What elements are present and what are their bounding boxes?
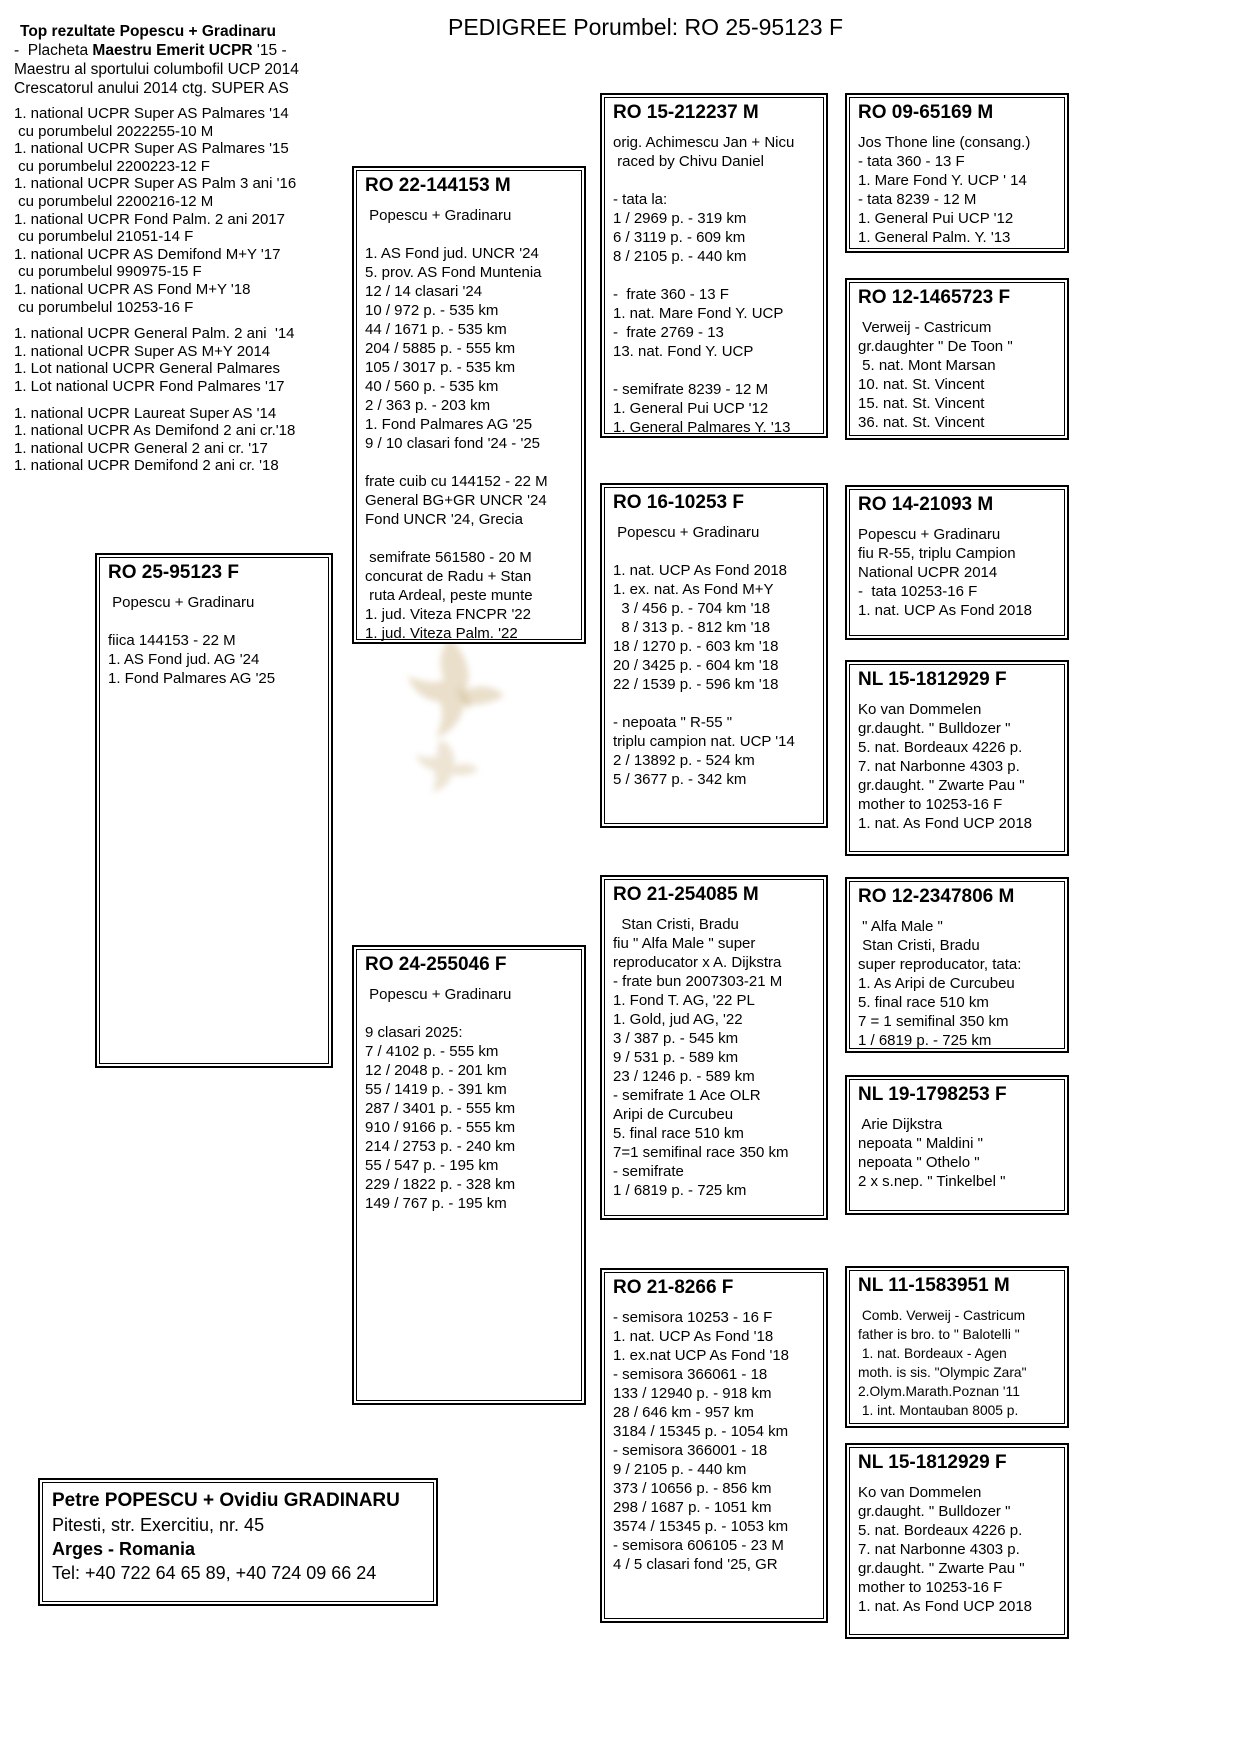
text-line: National UCPR 2014 <box>858 564 998 581</box>
text-line: 55 / 547 p. - 195 km <box>365 1157 499 1174</box>
text-line: 5. prov. AS Fond Muntenia <box>365 264 542 281</box>
text-line: ruta Ardeal, peste munte <box>365 587 533 604</box>
text-line: Popescu + Gradinaru <box>613 524 760 541</box>
text-line <box>613 542 820 561</box>
text-line: 1. Gold, jud AG, '22 <box>613 1011 743 1028</box>
text-line: 1. General Palmares Y. '13 <box>613 419 791 436</box>
text-line: 1. ex.nat UCP As Fond '18 <box>613 1347 790 1364</box>
text-line: concurat de Radu + Stan <box>365 568 532 585</box>
text-line: Ko van Dommelen <box>858 701 982 718</box>
text-line: 2 x s.nep. " Tinkelbel " <box>858 1173 1006 1190</box>
text-line: 9 / 531 p. - 589 km <box>613 1049 739 1066</box>
text-line: 1. jud. Viteza Palm. '22 <box>365 625 518 642</box>
box-body <box>613 133 820 437</box>
text-line: 1. nat. As Fond UCP 2018 <box>858 815 1033 832</box>
text-line: 149 / 767 p. - 195 km <box>365 1195 507 1212</box>
text-line: 1 / 2969 p. - 319 km <box>613 210 747 227</box>
pedigree-box-ro15-212237-m <box>600 93 828 438</box>
text-line: 3 / 387 p. - 545 km <box>613 1030 739 1047</box>
text-line: reproducator x A. Dijkstra <box>613 954 782 971</box>
text-line <box>365 453 578 472</box>
text-line: 298 / 1687 p. - 1051 km <box>613 1499 772 1516</box>
pedigree-box-nl15-1812929-f-bottom <box>845 1443 1069 1639</box>
text-line: Verweij - Castricum <box>858 319 992 336</box>
ring-number: RO 22-144153 M <box>365 175 511 196</box>
box-body <box>858 1483 1061 1616</box>
text-line: 4 / 5 clasari fond '25, GR <box>613 1556 778 1573</box>
text-line: 1. national UCPR AS Demifond M+Y '17 <box>14 245 281 263</box>
text-line: Stan Cristi, Bradu <box>613 916 739 933</box>
box-body <box>108 593 325 688</box>
text-line: 1 / 6819 p. - 725 km <box>858 1032 992 1049</box>
breeder-address: Pitesti, str. Exercitiu, nr. 45 <box>52 1515 265 1535</box>
pedigree-box-ro21-8266-f <box>600 1268 828 1623</box>
text-line: Ko van Dommelen <box>858 1484 982 1501</box>
ring-number: RO 16-10253 F <box>613 492 744 513</box>
subheading-bold: Maestru Emerit UCPR <box>92 42 253 59</box>
breeder-name: Petre POPESCU + Ovidiu GRADINARU <box>52 1490 400 1511</box>
text-line: moth. is sis. "Olympic Zara" <box>858 1365 1027 1380</box>
results-line3: Maestru al sportului columbofil UCP 2014 <box>14 61 299 78</box>
text-line: 1. national UCPR Fond Palm. 2 ani 2017 <box>14 210 285 228</box>
text-line: 1. national UCPR Super AS M+Y 2014 <box>14 342 271 360</box>
text-line: Comb. Verweij - Castricum <box>858 1308 1026 1323</box>
text-line: 9 / 10 clasari fond '24 - '25 <box>365 435 540 452</box>
text-line: - tata la: <box>613 191 668 208</box>
text-line: - semisora 10253 - 16 F <box>613 1309 773 1326</box>
text-line: 10. nat. St. Vincent <box>858 376 985 393</box>
text-line: fiu R-55, triplu Campion <box>858 545 1016 562</box>
text-line: 5 / 3677 p. - 342 km <box>613 771 747 788</box>
text-line: cu porumbelul 21051-14 F <box>14 228 194 246</box>
text-line: 5. nat. Mont Marsan <box>858 357 996 374</box>
text-line: semifrate 561580 - 20 M <box>365 549 532 566</box>
text-line: 1. jud. Viteza FNCPR '22 <box>365 606 531 623</box>
text-line: 1. national UCPR Super AS Palmares '14 <box>14 105 289 122</box>
pedigree-box-ro16-10253-f <box>600 483 828 828</box>
text-line: super reproducator, tata: <box>858 956 1022 973</box>
pedigree-box-nl19-1798253-f <box>845 1075 1069 1215</box>
text-line: Popescu + Gradinaru <box>108 594 255 611</box>
text-line: 3574 / 15345 p. - 1053 km <box>613 1518 789 1535</box>
ring-number: NL 19-1798253 F <box>858 1084 1007 1105</box>
text-line: 1. national UCPR Laureat Super AS '14 <box>14 404 277 422</box>
text-line: Jos Thone line (consang.) <box>858 134 1031 151</box>
text-line: 910 / 9166 p. - 555 km <box>365 1119 516 1136</box>
text-line <box>613 266 820 285</box>
text-line: 10 / 972 p. - 535 km <box>365 302 499 319</box>
page-title: PEDIGREE Porumbel: RO 25-95123 F <box>448 14 843 40</box>
results-subheading <box>14 41 344 60</box>
text-line: gr.daught. " Zwarte Pau " <box>858 777 1025 794</box>
pedigree-box-nl11-1583951-m <box>845 1266 1069 1428</box>
box-body <box>365 206 578 643</box>
text-line: 1. national UCPR General Palm. 2 ani '14 <box>14 325 295 343</box>
text-line: 204 / 5885 p. - 555 km <box>365 340 516 357</box>
text-line: - semifrate <box>613 1163 684 1180</box>
text-line: cu porumbelul 2200223-12 F <box>14 157 210 175</box>
text-line: cu porumbelul 2200216-12 M <box>14 192 214 210</box>
text-line: gr.daught. " Bulldozer " <box>858 720 1011 737</box>
text-line <box>108 612 325 631</box>
text-line: General BG+GR UNCR '24 <box>365 492 547 509</box>
text-line: - tata 360 - 13 F <box>858 153 965 170</box>
text-line: 1. nat. Mare Fond Y. UCP <box>613 305 784 322</box>
text-line: nepoata " Othelo " <box>858 1154 980 1171</box>
text-line: 13. nat. Fond Y. UCP <box>613 343 754 360</box>
text-line: - frate 2769 - 13 <box>613 324 724 341</box>
subheading-prefix: - Placheta <box>14 42 93 59</box>
text-line: father is bro. to " Balotelli " <box>858 1327 1020 1342</box>
text-line: 287 / 3401 p. - 555 km <box>365 1100 516 1117</box>
results-panel <box>14 22 344 475</box>
text-line: gr.daughter " De Toon " <box>858 338 1013 355</box>
text-line: 36. nat. St. Vincent <box>858 414 985 431</box>
text-line: 1. national UCPR Super AS Palmares '15 <box>14 140 289 158</box>
text-line: 1. AS Fond jud. UNCR '24 <box>365 245 539 262</box>
pedigree-box-ro09-65169-m <box>845 93 1069 253</box>
text-line: 22 / 1539 p. - 596 km '18 <box>613 676 779 693</box>
text-line: 7 / 4102 p. - 555 km <box>365 1043 499 1060</box>
ring-number: RO 21-8266 F <box>613 1277 734 1298</box>
text-line: 1. Lot national UCPR General Palmares <box>14 360 280 378</box>
text-line: 3184 / 15345 p. - 1054 km <box>613 1423 789 1440</box>
text-line: 8 / 313 p. - 812 km '18 <box>613 619 771 636</box>
text-line: gr.daught. " Zwarte Pau " <box>858 1560 1025 1577</box>
ring-number: RO 09-65169 M <box>858 102 994 123</box>
box-body <box>858 525 1061 620</box>
ring-number: NL 15-1812929 F <box>858 669 1007 690</box>
pedigree-box-nl15-1812929-f-top <box>845 660 1069 856</box>
subheading-suffix: '15 - <box>252 42 287 59</box>
text-line <box>613 171 820 190</box>
ring-number: NL 15-1812929 F <box>858 1452 1007 1473</box>
text-line: 1 / 6819 p. - 725 km <box>613 1182 747 1199</box>
text-line: - semisora 366001 - 18 <box>613 1442 768 1459</box>
results-heading: Top rezultate Popescu + Gradinaru <box>20 23 276 40</box>
text-line: fiica 144153 - 22 M <box>108 632 236 649</box>
text-line: Popescu + Gradinaru <box>365 207 512 224</box>
pigeon-photo <box>372 628 542 798</box>
ring-number: RO 25-95123 F <box>108 562 239 583</box>
pedigree-box-ro24-255046-f <box>352 945 586 1405</box>
text-line: - semisora 366061 - 18 <box>613 1366 768 1383</box>
text-line: 1. General Pui UCP '12 <box>613 400 769 417</box>
pedigree-box-ro12-2347806-m <box>845 877 1069 1053</box>
text-line: 1. General Palm. Y. '13 <box>858 229 1011 246</box>
text-line: 7. nat Narbonne 4303 p. <box>858 758 1020 775</box>
box-body <box>613 915 820 1200</box>
text-line: 1. national UCPR Demifond 2 ani cr. '18 <box>14 457 279 475</box>
text-line <box>365 1004 578 1023</box>
ring-number: RO 14-21093 M <box>858 494 994 515</box>
text-line: 229 / 1822 p. - 328 km <box>365 1176 516 1193</box>
results-line4: Crescatorul anului 2014 ctg. SUPER AS <box>14 80 289 97</box>
text-line: gr.daught. " Bulldozer " <box>858 1503 1011 1520</box>
text-line: 55 / 1419 p. - 391 km <box>365 1081 507 1098</box>
text-line: 18 / 1270 p. - 603 km '18 <box>613 638 779 655</box>
pedigree-box-ro12-1465723-f <box>845 278 1069 440</box>
text-line: 1. nat. Bordeaux - Agen <box>858 1346 1007 1361</box>
text-line: 8 / 2105 p. - 440 km <box>613 248 747 265</box>
box-body <box>858 917 1061 1050</box>
box-body <box>365 985 578 1213</box>
contact-box <box>38 1478 438 1606</box>
text-line: 3 / 456 p. - 704 km '18 <box>613 600 771 617</box>
text-line: - frate bun 2007303-21 M <box>613 973 783 990</box>
text-line: Arie Dijkstra <box>858 1116 943 1133</box>
text-line: 133 / 12940 p. - 918 km <box>613 1385 772 1402</box>
text-line: 1. national UCPR Super AS Palm 3 ani '16 <box>14 175 297 193</box>
text-line: Fond UNCR '24, Grecia <box>365 511 523 528</box>
text-line: - tata 10253-16 F <box>858 583 978 600</box>
text-line: 1. Mare Fond Y. UCP ' 14 <box>858 172 1027 189</box>
text-line: 6 / 3119 p. - 609 km <box>613 229 746 246</box>
text-line: 373 / 10656 p. - 856 km <box>613 1480 772 1497</box>
text-line: 12 / 2048 p. - 201 km <box>365 1062 507 1079</box>
box-body <box>613 1308 820 1574</box>
text-line: 1. General Pui UCP '12 <box>858 210 1014 227</box>
text-line: - semisora 606105 - 23 M <box>613 1537 784 1554</box>
text-line: cu porumbelul 990975-15 F <box>14 263 202 281</box>
results-list <box>14 105 344 475</box>
text-line <box>365 225 578 244</box>
text-line: 1. national UCPR AS Fond M+Y '18 <box>14 280 251 298</box>
text-line: 1. Fond Palmares AG '25 <box>365 416 533 433</box>
ring-number: NL 11-1583951 M <box>858 1275 1010 1296</box>
text-line: 2 / 13892 p. - 524 km <box>613 752 755 769</box>
text-line: 5. nat. Bordeaux 4226 p. <box>858 1522 1023 1539</box>
text-line: 5. nat. Bordeaux 4226 p. <box>858 739 1023 756</box>
box-body <box>858 700 1061 833</box>
text-line: 105 / 3017 p. - 535 km <box>365 359 516 376</box>
text-line: 5. final race 510 km <box>858 994 989 1011</box>
text-line: - nepoata " R-55 " <box>613 714 733 731</box>
box-body <box>858 133 1061 247</box>
text-line: frate cuib cu 144152 - 22 M <box>365 473 548 490</box>
text-line: 12 / 14 clasari '24 <box>365 283 483 300</box>
pedigree-box-ro25-95123-f <box>95 553 333 1068</box>
text-line: mother to 10253-16 F <box>858 796 1003 813</box>
text-line: - semifrate 1 Ace OLR <box>613 1087 761 1104</box>
breeder-region: Arges - Romania <box>52 1539 196 1559</box>
text-line: 2.Olym.Marath.Poznan '11 <box>858 1384 1020 1399</box>
text-line: 40 / 560 p. - 535 km <box>365 378 499 395</box>
ring-number: RO 12-2347806 M <box>858 886 1015 907</box>
text-line: - semifrate 8239 - 12 M <box>613 381 769 398</box>
text-line <box>14 316 344 325</box>
text-line: 15. nat. St. Vincent <box>858 395 985 412</box>
text-line: 2 / 363 p. - 203 km <box>365 397 491 414</box>
text-line: triplu campion nat. UCP '14 <box>613 733 795 750</box>
box-body <box>613 523 820 789</box>
text-line: 1. Lot national UCPR Fond Palmares '17 <box>14 377 285 395</box>
ring-number: RO 21-254085 M <box>613 884 759 905</box>
text-line: 9 / 2105 p. - 440 km <box>613 1461 747 1478</box>
text-line: 44 / 1671 p. - 535 km <box>365 321 507 338</box>
text-line: 1. nat. As Fond UCP 2018 <box>858 1598 1033 1615</box>
text-line: 1. Fond T. AG, '22 PL <box>613 992 755 1009</box>
text-line: raced by Chivu Daniel <box>613 153 764 170</box>
text-line: 1. national UCPR As Demifond 2 ani cr.'18 <box>14 422 296 440</box>
text-line: 23 / 1246 p. - 589 km <box>613 1068 755 1085</box>
text-line: mother to 10253-16 F <box>858 1579 1003 1596</box>
text-line <box>613 694 820 713</box>
box-body <box>858 1306 1061 1420</box>
text-line: 7. nat Narbonne 4303 p. <box>858 1541 1020 1558</box>
text-line: 1. ex. nat. As Fond M+Y <box>613 581 774 598</box>
text-line <box>365 529 578 548</box>
text-line: 1. nat. UCP As Fond 2018 <box>858 602 1033 619</box>
pedigree-box-ro21-254085-m <box>600 875 828 1220</box>
text-line: orig. Achimescu Jan + Nicu <box>613 134 795 151</box>
ring-number: RO 12-1465723 F <box>858 287 1011 308</box>
text-line: - tata 8239 - 12 M <box>858 191 977 208</box>
box-body <box>858 318 1061 432</box>
text-line: - frate 360 - 13 F <box>613 286 729 303</box>
text-line: nepoata " Maldini " <box>858 1135 983 1152</box>
text-line: 5. final race 510 km <box>613 1125 744 1142</box>
text-line: " Alfa Male " <box>858 918 943 935</box>
text-line: 1. nat. UCP As Fond '18 <box>613 1328 774 1345</box>
pedigree-box-ro22-144153-m <box>352 166 586 644</box>
breeder-phone: Tel: +40 722 64 65 89, +40 724 09 66 24 <box>52 1563 377 1583</box>
text-line: 1. nat. UCP As Fond 2018 <box>613 562 788 579</box>
text-line: 20 / 3425 p. - 604 km '18 <box>613 657 779 674</box>
text-line <box>613 361 820 380</box>
text-line: Popescu + Gradinaru <box>858 526 1001 543</box>
text-line: cu porumbelul 2022255-10 M <box>14 122 214 140</box>
text-line: 7=1 semifinal race 350 km <box>613 1144 789 1161</box>
ring-number: RO 24-255046 F <box>365 954 507 975</box>
text-line: Aripi de Curcubeu <box>613 1106 734 1123</box>
text-line: 1. Fond Palmares AG '25 <box>108 670 276 687</box>
text-line: Popescu + Gradinaru <box>365 986 512 1003</box>
text-line: 28 / 646 km - 957 km <box>613 1404 754 1421</box>
text-line: 9 clasari 2025: <box>365 1024 463 1041</box>
spacer <box>14 98 344 105</box>
text-line: 1. As Aripi de Curcubeu <box>858 975 1015 992</box>
text-line: fiu " Alfa Male " super <box>613 935 756 952</box>
text-line: 1. AS Fond jud. AG '24 <box>108 651 260 668</box>
text-line: cu porumbelul 10253-16 F <box>14 298 194 316</box>
text-line: 1. int. Montauban 8005 p. <box>858 1403 1019 1418</box>
text-line: 7 = 1 semifinal 350 km <box>858 1013 1009 1030</box>
box-body <box>858 1115 1061 1191</box>
ring-number: RO 15-212237 M <box>613 102 759 123</box>
text-line <box>14 396 344 405</box>
text-line: Stan Cristi, Bradu <box>858 937 980 954</box>
text-line: 214 / 2753 p. - 240 km <box>365 1138 516 1155</box>
pedigree-box-ro14-21093-m <box>845 485 1069 640</box>
text-line: 1. national UCPR General 2 ani cr. '17 <box>14 439 268 457</box>
